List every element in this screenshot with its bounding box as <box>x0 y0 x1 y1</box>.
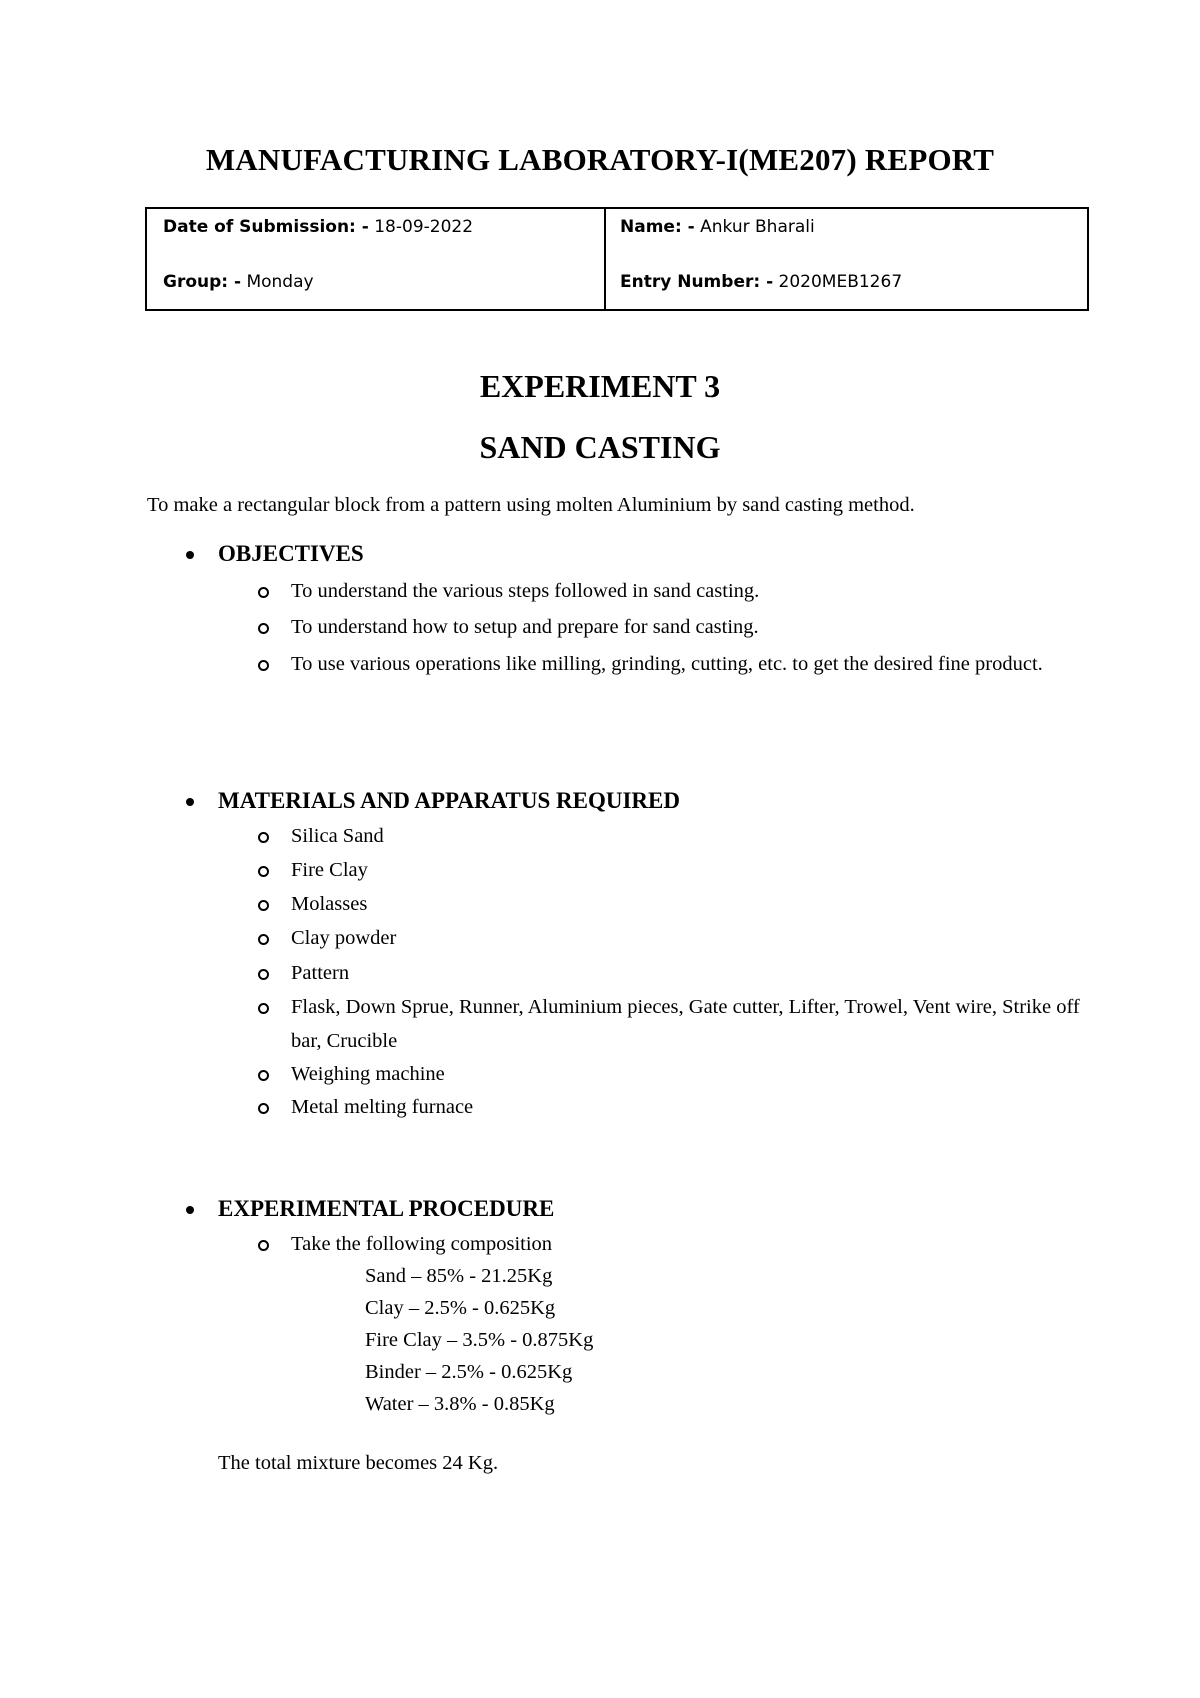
experiment-title: EXPERIMENT 3 <box>479 368 721 404</box>
circle-bullet-icon <box>258 832 269 843</box>
entry-label: Entry Number: - <box>620 272 774 292</box>
report-title: MANUFACTURING LABORATORY-I(ME207) REPORT <box>205 142 995 177</box>
list-item-text: Weighing machine <box>291 1063 445 1085</box>
composition-line: Clay – 2.5% - 0.625Kg <box>365 1297 556 1319</box>
list-item-text: Metal melting furnace <box>291 1096 474 1118</box>
composition-line: Sand – 85% - 21.25Kg <box>365 1265 553 1287</box>
experiment-aim: To make a rectangular block from a pattern using molten Aluminium by sand casting method. <box>147 494 915 516</box>
list-item-text: Fire Clay <box>291 859 368 881</box>
date-label: Date of Submission: - <box>163 217 369 237</box>
composition-line: Fire Clay – 3.5% - 0.875Kg <box>365 1329 594 1351</box>
student-name <box>620 217 815 237</box>
circle-bullet-icon <box>258 1003 269 1014</box>
list-item-text: Pattern <box>291 962 350 984</box>
entry-number <box>620 272 902 292</box>
date-of-submission <box>163 217 473 237</box>
group-label: Group: - <box>163 272 242 292</box>
list-item-text: To use various operations like milling, grinding, cutting, etc. to get the desired fine product. <box>291 653 1043 675</box>
list-item-text: To understand how to setup and prepare for sand casting. <box>291 616 759 638</box>
list-item-text: Take the following composition <box>291 1233 553 1255</box>
info-table <box>145 207 1089 311</box>
circle-bullet-icon <box>258 1240 269 1251</box>
circle-bullet-icon <box>258 866 269 877</box>
bullet-icon <box>186 1206 194 1214</box>
list-item-text: Silica Sand <box>291 825 384 847</box>
composition-line: Binder – 2.5% - 0.625Kg <box>365 1361 573 1383</box>
date-value: 18-09-2022 <box>374 217 474 237</box>
circle-bullet-icon <box>258 1103 269 1114</box>
circle-bullet-icon <box>258 1070 269 1081</box>
total-mixture: The total mixture becomes 24 Kg. <box>218 1452 499 1474</box>
circle-bullet-icon <box>258 969 269 980</box>
section-label: EXPERIMENTAL PROCEDURE <box>218 1196 555 1221</box>
list-item-text: Clay powder <box>291 927 397 949</box>
composition-line: Water – 3.8% - 0.85Kg <box>365 1393 555 1415</box>
bullet-icon <box>186 798 194 806</box>
circle-bullet-icon <box>258 660 269 671</box>
circle-bullet-icon <box>258 623 269 634</box>
entry-value: 2020MEB1267 <box>778 272 903 292</box>
table-divider <box>604 209 606 309</box>
name-label: Name: - <box>620 217 695 237</box>
circle-bullet-icon <box>258 934 269 945</box>
experiment-subtitle: SAND CASTING <box>479 429 721 465</box>
section-label: MATERIALS AND APPARATUS REQUIRED <box>218 788 680 813</box>
group-value: Monday <box>246 272 314 292</box>
circle-bullet-icon <box>258 587 269 598</box>
name-value: Ankur Bharali <box>700 217 815 237</box>
section-label: OBJECTIVES <box>218 541 364 566</box>
bullet-icon <box>186 551 194 559</box>
group <box>163 272 314 292</box>
list-item-text: Molasses <box>291 893 368 915</box>
circle-bullet-icon <box>258 900 269 911</box>
list-item-text: To understand the various steps followed in sand casting. <box>291 580 760 602</box>
list-item-text: Flask, Down Sprue, Runner, Aluminium pieces, Gate cutter, Lifter, Trowel, Vent wire, Strike off bar, Crucible <box>291 996 1080 1052</box>
